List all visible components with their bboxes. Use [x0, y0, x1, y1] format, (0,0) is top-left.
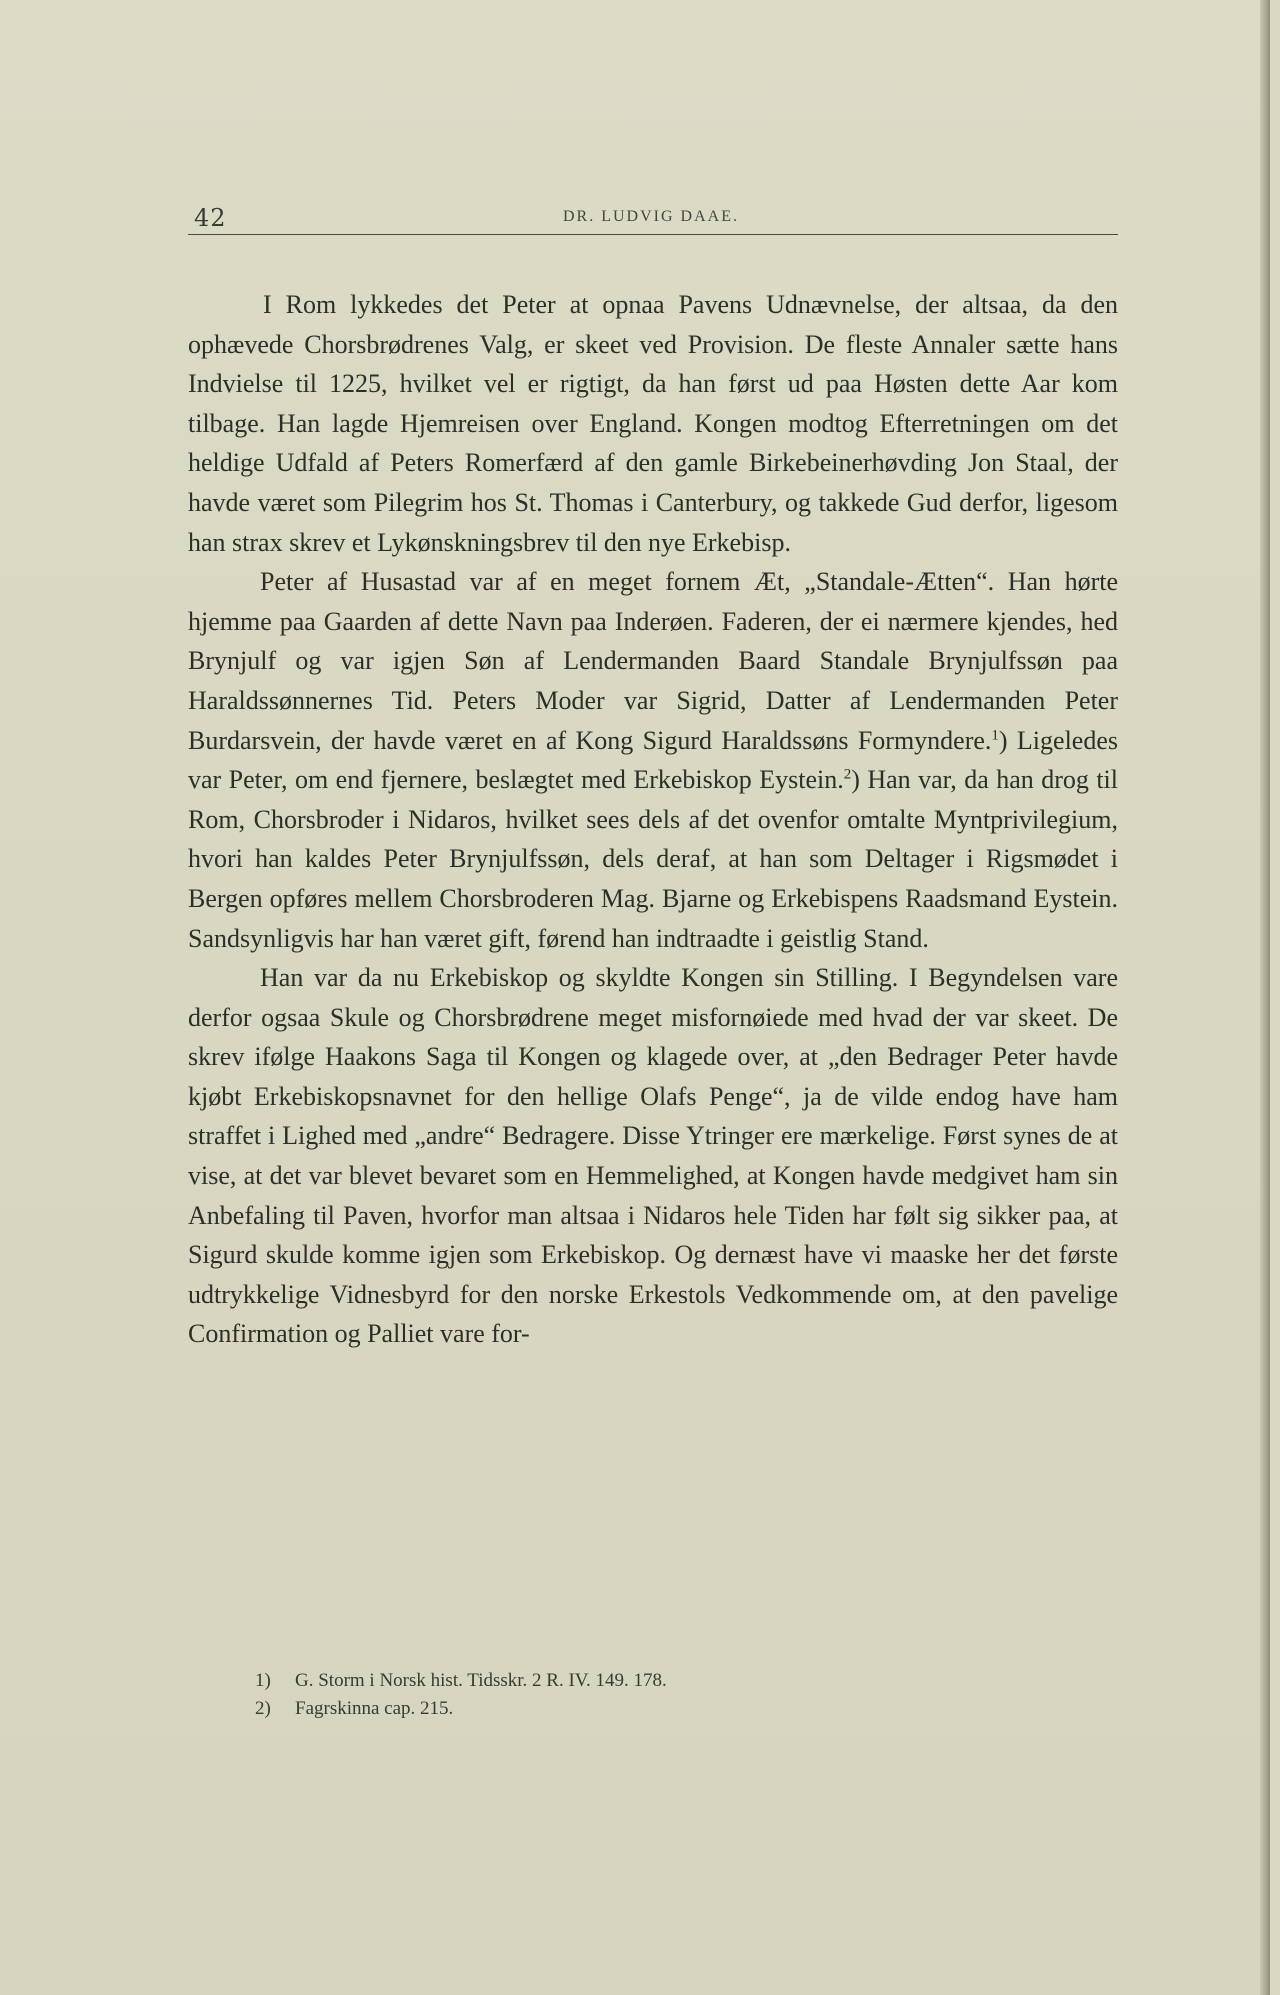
paragraph-1: I Rom lykkedes det Peter at opnaa Pavens Udnævnelse, der altsaa, da den ophævede Chorsbrødrenes Valg, er skeet ved Provision. De fleste Annaler sætte hans Indvielse til 1225, hvilket vel er rigtigt, da han først ud paa Høsten dette Aar kom tilbage. Han lagde Hjemreisen over England. Kongen modtog Efterretningen om det heldige Udfald af Peters Romerfærd af den gamle Birkebeinerhøvding Jon Staal, der havde været som Pilegrim hos St. Thomas i Canterbury, og takkede Gud derfor, ligesom han strax skrev et Lykønskningsbrev til den nye Erkebisp. — [188, 290, 1118, 557]
paragraph-3: Han var da nu Erkebiskop og skyldte Kongen sin Stilling. I Begyndelsen vare derfor ogsaa Skule og Chorsbrødrene meget misfornøiede med hvad der var skeet. De skrev ifølge Haakons Saga til Kongen og klagede over, at „den Bedrager Peter havde kjøbt Erkebiskopsnavnet for den hellige Olafs Penge“, ja de vilde endog have ham straffet i Lighed med „andre“ Bedragere. Disse Ytringer ere mærkelige. Først synes de at vise, at det var blevet bevaret som en Hemmelighed, at Kongen havde medgivet ham sin Anbefaling til Paven, hvorfor man altsaa i Nidaros hele Tiden har følt sig sikker paa, at Sigurd skulde komme igjen som Erkebiskop. Og dernæst have vi maaske her det første udtrykkelige Vidnesbyrd for den norske Erkestols Vedkommende om, at den pavelige Confirmation og Palliet vare for- — [188, 963, 1118, 1349]
footnote-1 — [255, 1667, 1055, 1695]
footnote-2-text: Fagrskinna cap. 215. — [295, 1698, 454, 1719]
header-rule — [188, 234, 1118, 235]
footnote-2 — [255, 1695, 1055, 1723]
footnote-ref-1: 1 — [991, 726, 999, 743]
paragraph-2-text-a: Peter af Husastad var af en meget fornem Æt, „Standale-Ætten“. Han hørte hjemme paa Gaarden af dette Navn paa Inderøen. Faderen, der ei nærmere kjendes, hed Brynjulf og var igjen Søn af Lendermanden Baard Standale Brynjulfssøn paa Haraldssønnernes Tid. Peters Moder var Sigrid, Datter af Lendermanden Peter Burdarsvein, der havde været en af Kong Sigurd Haraldssøns Formyndere. — [188, 567, 1118, 755]
running-head: DR. LUDVIG DAAE. — [563, 208, 739, 225]
footnote-ref-2: 2 — [843, 766, 852, 783]
footnote-1-text: G. Storm i Norsk hist. Tidsskr. 2 R. IV. 149. 178. — [295, 1670, 667, 1691]
footnote-2-mark: 2) — [255, 1698, 271, 1719]
page-header — [188, 200, 1118, 238]
page-edge-shadow — [1260, 0, 1270, 1995]
paragraph-2-text-b: ) Ligeledes var Peter, om end fjernere, beslægtet med Erkebiskop Eystein. — [188, 725, 1118, 795]
paragraph-2 — [188, 562, 1118, 958]
footnote-1-mark: 1) — [255, 1670, 271, 1691]
footnotes — [255, 1667, 1055, 1723]
paragraph-2-text-c: ) Han var, da han drog til Rom, Chorsbroder i Nidaros, hvilket sees dels af det ovenfor omtalte Myntprivilegium, hvori han kaldes Peter Brynjulfssøn, dels deraf, at han som Deltager i Rigsmødet i Bergen opføres mellem Chorsbroderen Mag. Bjarne og Erkebispens Raadsmand Eystein. Sandsynligvis har han været gift, førend han indtraadte i geistlig Stand. — [188, 765, 1119, 953]
body-text — [188, 285, 1118, 1354]
page-number: 42 — [194, 204, 227, 232]
